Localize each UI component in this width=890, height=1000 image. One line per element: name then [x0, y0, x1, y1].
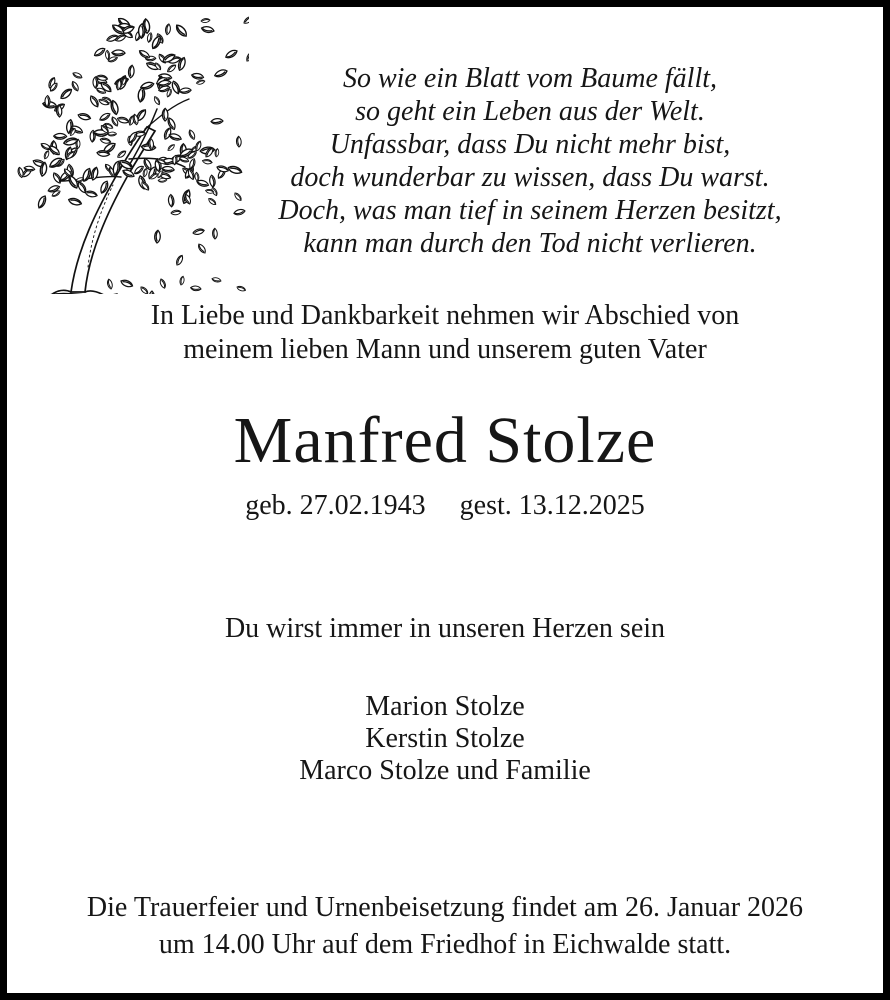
poem-line: doch wunderbar zu wissen, dass Du warst.: [290, 162, 770, 193]
intro-line: meinem lieben Mann und unserem guten Vater: [183, 334, 707, 365]
poem-line: so geht ein Leben aus der Welt.: [355, 96, 705, 127]
life-dates: [7, 489, 883, 523]
funeral-line: Die Trauerfeier und Urnenbeisetzung findet am 26. Januar 2026: [86, 892, 804, 923]
tree-trunk: [71, 127, 155, 292]
intro-line: In Liebe und Dankbarkeit nehmen wir Abschied von: [150, 300, 740, 331]
tree-illustration: [9, 9, 249, 294]
mourner-name: Marion Stolze: [365, 691, 525, 722]
farewell-intro: [7, 299, 883, 367]
birth-date: geb. 27.02.1943: [245, 490, 426, 521]
death-date: gest. 13.12.2025: [459, 490, 645, 521]
poem-line: Unfassbar, dass Du nicht mehr bist,: [329, 129, 731, 160]
mourner-name: Marco Stolze und Familie: [299, 755, 591, 786]
deceased-name: Manfred Stolze: [233, 404, 657, 477]
funeral-line: um 14.00 Uhr auf dem Friedhof in Eichwalde statt.: [158, 929, 732, 960]
dedication-line: Du wirst immer in unseren Herzen sein: [224, 613, 666, 644]
poem-line: kann man durch den Tod nicht verlieren.: [303, 228, 757, 259]
poem-line: So wie ein Blatt vom Baume fällt,: [342, 63, 718, 94]
mourners-list: [7, 691, 883, 787]
memorial-poem: [270, 62, 790, 260]
funeral-info: [7, 889, 883, 963]
mourner-name: Kerstin Stolze: [365, 723, 525, 754]
poem-line: Doch, was man tief in seinem Herzen besitzt,: [278, 195, 782, 226]
